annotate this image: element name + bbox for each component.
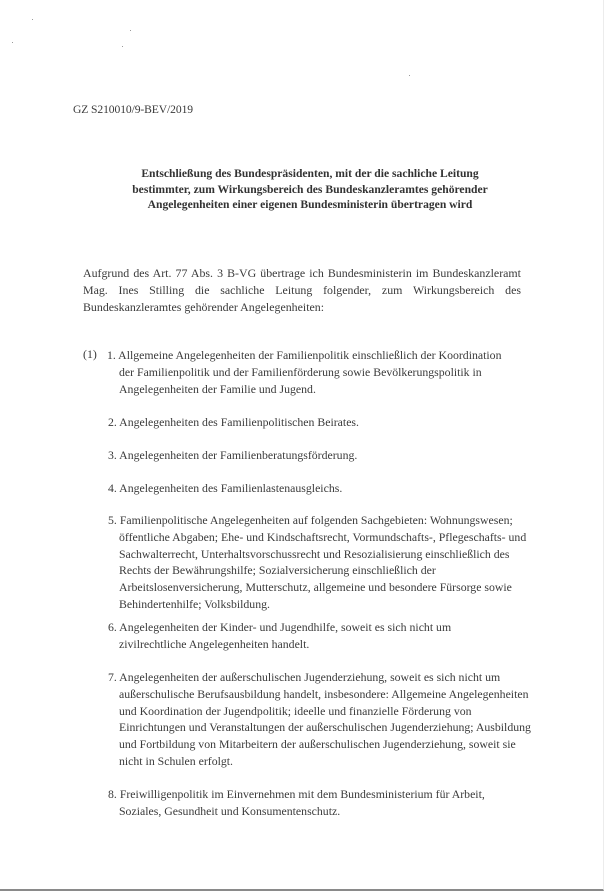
scan-speck (12, 42, 13, 43)
list-item (108, 512, 531, 613)
item-number: 8. (108, 787, 117, 801)
item-text: Freiwilligenpolitik im Einvernehmen mit dem Bundesministerium für Arbeit, Soziales, Gesundheit und Konsumentenschutz. (119, 787, 485, 818)
item-text: Familienpolitische Angelegenheiten auf folgenden Sachgebieten: Wohnungswesen; öffentliche Abgaben; Ehe- und Kindschaftsrecht, Vormundschafts-, Pflegeschafts- und Sachwalterrecht, Unterhaltsvorschussrecht und Resozialisierung einschließlich des Rechts der Bewährungshilfe; Sozialversicherung einschließlich der Arbeitslosenversicherung, Mutterschutz, allgemeine und besondere Fürsorge sowie Behindertenhilfe; Volksbildung. (119, 513, 527, 611)
list-item (108, 786, 514, 820)
scan-speck (130, 30, 131, 31)
scan-speck (409, 75, 410, 76)
item-number: 7. (108, 670, 117, 684)
item-number: 2. (108, 415, 117, 429)
list-item (108, 447, 539, 464)
item-number: 5. (108, 513, 117, 527)
scan-speck (32, 19, 33, 20)
title-line: Angelegenheiten einer eigenen Bundesministerin übertragen wird (147, 198, 473, 211)
item-number: 6. (108, 620, 117, 634)
item-text: Angelegenheiten der außerschulischen Jugenderziehung, soweit es sich nicht um außerschulische Berufsausbildung handelt, insbesondere: Allgemeine Angelegenheiten und Koordination der Jugendpolitik; ideelle und finanzielle Förderung von Einrichtungen und Veranstaltungen der außerschulischen Jugenderziehung; Ausbildung und Fortbildung von Mitarbeitern der außerschulischen Jugenderziehung, soweit sie nicht in Schulen erfolgt. (119, 670, 531, 768)
item-text: Angelegenheiten der Familienberatungsförderung. (119, 448, 358, 462)
item-text: Allgemeine Angelegenheiten der Familienpolitik einschließlich der Koordination der Familienpolitik und der Familienförderung sowie Bevölkerungspolitik in Angelegenheiten der Familie und Jugend. (118, 348, 502, 396)
document-title (110, 166, 510, 213)
list-item (108, 414, 539, 431)
item-number: 4. (108, 481, 117, 495)
item-text: Angelegenheiten der Kinder- und Jugendhilfe, soweit es sich nicht um zivilrechtliche Angelegenheiten handelt. (119, 620, 452, 651)
list-item (107, 347, 519, 397)
item-number: 3. (108, 448, 117, 462)
item-text: Angelegenheiten des Familienpolitischen Beirates. (119, 415, 359, 429)
list-item (108, 480, 539, 497)
item-text: Angelegenheiten des Familienlastenausgleichs. (119, 481, 343, 495)
list-item (108, 669, 531, 770)
intro-paragraph: Aufgrund des Art. 77 Abs. 3 B-VG übertrage ich Bundesministerin im Bundeskanzleramt Mag. Ines Stilling die sachliche Leitung folgender, zum Wirkungsbereich des Bundeskanzleramtes gehörender Angelegenheiten: (83, 266, 521, 314)
title-line: Entschließung des Bundespräsidenten, mit der die sachliche Leitung (141, 167, 479, 180)
scan-speck (122, 46, 123, 47)
list-item (108, 619, 499, 653)
paragraph-number: (1) (83, 347, 97, 361)
reference-number: GZ S210010/9-BEV/2019 (73, 103, 193, 116)
item-number: 1. (107, 348, 116, 362)
title-line: bestimmter, zum Wirkungsbereich des Bundeskanzleramtes gehörender (132, 182, 488, 196)
